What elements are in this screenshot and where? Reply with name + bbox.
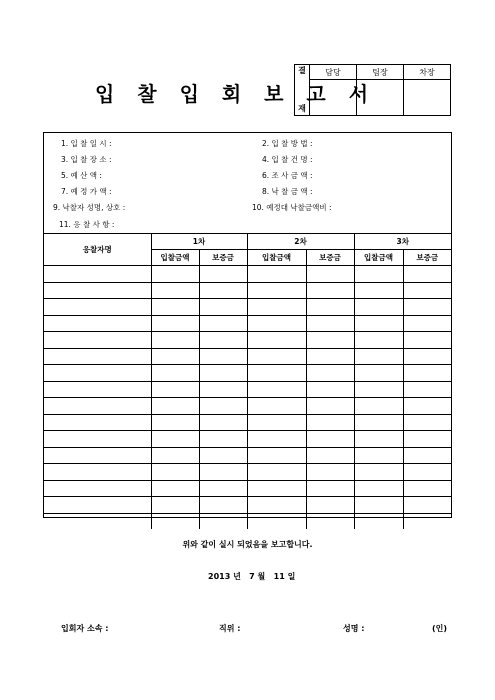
bid-value-cell[interactable] (306, 480, 354, 497)
bid-value-cell[interactable] (247, 497, 306, 514)
bid-value-cell[interactable] (403, 431, 451, 448)
round-header: 2차 (247, 234, 354, 250)
bid-value-cell[interactable] (403, 315, 451, 332)
date-month: 7 (249, 572, 255, 581)
bid-value-cell[interactable] (306, 365, 354, 382)
field-bid-method: 2. 입 찰 방 법 : (262, 139, 313, 148)
bidder-name-cell[interactable] (44, 332, 151, 349)
bid-value-cell[interactable] (247, 414, 306, 431)
bid-value-cell[interactable] (354, 266, 403, 283)
signature-affiliation: 입회자 소속 : (61, 624, 109, 633)
bid-value-cell[interactable] (199, 315, 247, 332)
report-form (43, 132, 452, 518)
bid-value-cell[interactable] (306, 464, 354, 481)
bid-value-cell[interactable] (247, 365, 306, 382)
approval-label-cell (295, 65, 310, 116)
approval-col-header: 담당 (310, 65, 357, 80)
field-winner-name: 9. 낙찰자 성명, 상호 : (53, 203, 126, 212)
round-header: 3차 (354, 234, 451, 250)
bid-value-cell[interactable] (306, 414, 354, 431)
bid-value-cell[interactable] (199, 332, 247, 349)
bid-value-cell[interactable] (306, 348, 354, 365)
bid-value-cell[interactable] (199, 365, 247, 382)
bid-value-cell[interactable] (306, 513, 354, 529)
bid-value-cell[interactable] (403, 464, 451, 481)
bid-value-cell[interactable] (354, 299, 403, 316)
bid-value-cell[interactable] (199, 480, 247, 497)
table-row (44, 381, 451, 398)
bid-value-cell[interactable] (354, 348, 403, 365)
signature-position: 직위 : (219, 624, 241, 633)
bid-value-cell[interactable] (151, 497, 199, 514)
bid-value-cell[interactable] (306, 282, 354, 299)
bidder-name-cell[interactable] (44, 315, 151, 332)
bid-value-cell[interactable] (403, 332, 451, 349)
deposit-header: 보증금 (199, 250, 247, 266)
bidder-name-cell[interactable] (44, 348, 151, 365)
date-year-unit: 년 (233, 572, 241, 581)
bid-value-cell[interactable] (354, 414, 403, 431)
bid-value-cell[interactable] (151, 431, 199, 448)
bid-value-cell[interactable] (199, 431, 247, 448)
table-row (44, 348, 451, 365)
bid-value-cell[interactable] (247, 299, 306, 316)
bid-value-cell[interactable] (306, 299, 354, 316)
bid-value-cell[interactable] (403, 447, 451, 464)
table-row (44, 266, 451, 283)
bid-value-cell[interactable] (247, 282, 306, 299)
approval-sign-cell[interactable] (404, 80, 451, 116)
bid-value-cell[interactable] (403, 299, 451, 316)
bid-value-cell[interactable] (199, 348, 247, 365)
deposit-header: 보증금 (403, 250, 451, 266)
bidder-name-cell[interactable] (44, 282, 151, 299)
table-row (44, 447, 451, 464)
report-statement: 위와 같이 실시 되었음을 보고합니다. (182, 540, 313, 549)
table-row (44, 299, 451, 316)
bidder-name-cell[interactable] (44, 447, 151, 464)
bid-value-cell[interactable] (306, 315, 354, 332)
info-section (44, 133, 451, 233)
bid-value-cell[interactable] (306, 398, 354, 415)
bid-value-cell[interactable] (354, 464, 403, 481)
bid-value-cell[interactable] (199, 464, 247, 481)
field-award-amount: 8. 낙 찰 금 액 : (262, 187, 313, 196)
bid-value-cell[interactable] (403, 497, 451, 514)
bid-value-cell[interactable] (403, 414, 451, 431)
bid-value-cell[interactable] (306, 447, 354, 464)
bid-value-cell[interactable] (199, 497, 247, 514)
bid-amount-header: 입찰금액 (247, 250, 306, 266)
bid-value-cell[interactable] (199, 398, 247, 415)
bid-value-cell[interactable] (403, 398, 451, 415)
bid-value-cell[interactable] (306, 266, 354, 283)
bid-value-cell[interactable] (247, 480, 306, 497)
field-bid-item: 4. 입 찰 건 명 : (262, 155, 313, 164)
bidder-name-cell[interactable] (44, 414, 151, 431)
bid-value-cell[interactable] (199, 266, 247, 283)
bid-value-cell[interactable] (354, 282, 403, 299)
round-header: 1차 (151, 234, 247, 250)
bid-value-cell[interactable] (354, 398, 403, 415)
bidder-name-cell[interactable] (44, 464, 151, 481)
bid-value-cell[interactable] (354, 332, 403, 349)
approval-col-header: 차장 (404, 65, 451, 80)
bid-value-cell[interactable] (247, 431, 306, 448)
table-row (44, 513, 451, 529)
bid-value-cell[interactable] (199, 513, 247, 529)
bid-value-cell[interactable] (354, 513, 403, 529)
date-month-unit: 월 (257, 572, 266, 581)
bid-value-cell[interactable] (151, 299, 199, 316)
bid-amount-header: 입찰금액 (151, 250, 199, 266)
table-row (44, 480, 451, 497)
bid-value-cell[interactable] (306, 381, 354, 398)
bidder-name-cell[interactable] (44, 513, 151, 529)
bid-value-cell[interactable] (306, 431, 354, 448)
bid-value-cell[interactable] (403, 381, 451, 398)
bidder-name-cell[interactable] (44, 381, 151, 398)
table-row (44, 332, 451, 349)
bid-value-cell[interactable] (306, 497, 354, 514)
bid-value-cell[interactable] (199, 282, 247, 299)
bidder-name-header: 응찰자명 (44, 234, 151, 266)
page-title: 입 찰 입 회 보 고 서 (95, 82, 377, 106)
approval-gyeol-label: 결 (298, 66, 306, 75)
bid-value-cell[interactable] (247, 398, 306, 415)
approval-jae-label: 재 (298, 104, 306, 113)
table-row (44, 431, 451, 448)
bid-value-cell[interactable] (151, 447, 199, 464)
bid-value-cell[interactable] (151, 282, 199, 299)
date-day-unit: 일 (287, 572, 296, 581)
signature-seal: (인) (432, 624, 448, 633)
bidder-name-cell[interactable] (44, 365, 151, 382)
field-survey-amount: 6. 조 사 금 액 : (262, 171, 313, 180)
bid-value-cell[interactable] (403, 348, 451, 365)
bid-value-cell[interactable] (354, 365, 403, 382)
bidder-name-cell[interactable] (44, 299, 151, 316)
approval-box (294, 64, 451, 116)
bid-value-cell[interactable] (151, 365, 199, 382)
bid-value-cell[interactable] (403, 513, 451, 529)
bid-value-cell[interactable] (151, 381, 199, 398)
bid-value-cell[interactable] (247, 266, 306, 283)
bid-value-cell[interactable] (151, 348, 199, 365)
bid-value-cell[interactable] (151, 266, 199, 283)
bid-table (44, 233, 451, 529)
bidder-name-cell[interactable] (44, 497, 151, 514)
bid-value-cell[interactable] (354, 315, 403, 332)
table-row (44, 414, 451, 431)
bidder-name-cell[interactable] (44, 398, 151, 415)
bid-value-cell[interactable] (151, 398, 199, 415)
bid-value-cell[interactable] (354, 381, 403, 398)
field-bid-datetime: 1. 입 찰 일 시 : (61, 139, 112, 148)
bid-value-cell[interactable] (247, 513, 306, 529)
table-row (44, 365, 451, 382)
table-row (44, 398, 451, 415)
field-budget: 5. 예 산 액 : (61, 171, 102, 180)
table-row (44, 497, 451, 514)
bid-value-cell[interactable] (354, 497, 403, 514)
bid-value-cell[interactable] (403, 282, 451, 299)
bid-value-cell[interactable] (247, 447, 306, 464)
bid-value-cell[interactable] (151, 464, 199, 481)
bid-amount-header: 입찰금액 (354, 250, 403, 266)
date-day: 11 (273, 572, 285, 581)
bid-value-cell[interactable] (354, 431, 403, 448)
bidder-name-cell[interactable] (44, 266, 151, 283)
field-estimated-price: 7. 예 정 가 액 : (61, 187, 112, 196)
field-bid-place: 3. 입 찰 장 소 : (61, 155, 112, 164)
report-date (208, 571, 295, 582)
bid-value-cell[interactable] (151, 332, 199, 349)
signature-name: 성명 : (343, 624, 365, 633)
bid-value-cell[interactable] (199, 414, 247, 431)
bid-value-cell[interactable] (151, 315, 199, 332)
bid-value-cell[interactable] (247, 381, 306, 398)
bid-value-cell[interactable] (403, 365, 451, 382)
field-award-ratio: 10. 예정대 낙찰금액비 : (252, 203, 332, 212)
bid-value-cell[interactable] (354, 447, 403, 464)
date-year: 2013 (208, 572, 231, 581)
field-bid-items: 11. 응 찰 사 항 : (59, 220, 115, 229)
bid-value-cell[interactable] (247, 348, 306, 365)
bidder-name-cell[interactable] (44, 480, 151, 497)
bid-value-cell[interactable] (151, 480, 199, 497)
approval-sign-cell[interactable] (357, 80, 404, 116)
bid-value-cell[interactable] (403, 480, 451, 497)
bid-value-cell[interactable] (199, 447, 247, 464)
deposit-header: 보증금 (306, 250, 354, 266)
table-row (44, 464, 451, 481)
bid-value-cell[interactable] (403, 266, 451, 283)
bid-value-cell[interactable] (151, 513, 199, 529)
approval-sign-cell[interactable] (310, 80, 357, 116)
bid-value-cell[interactable] (199, 299, 247, 316)
bid-value-cell[interactable] (354, 480, 403, 497)
bid-value-cell[interactable] (306, 332, 354, 349)
table-row (44, 282, 451, 299)
bid-value-cell[interactable] (199, 381, 247, 398)
bidder-name-cell[interactable] (44, 431, 151, 448)
approval-col-header: 팀장 (357, 65, 404, 80)
bid-value-cell[interactable] (151, 414, 199, 431)
bid-value-cell[interactable] (247, 464, 306, 481)
bid-value-cell[interactable] (247, 332, 306, 349)
table-row (44, 315, 451, 332)
bid-value-cell[interactable] (247, 315, 306, 332)
